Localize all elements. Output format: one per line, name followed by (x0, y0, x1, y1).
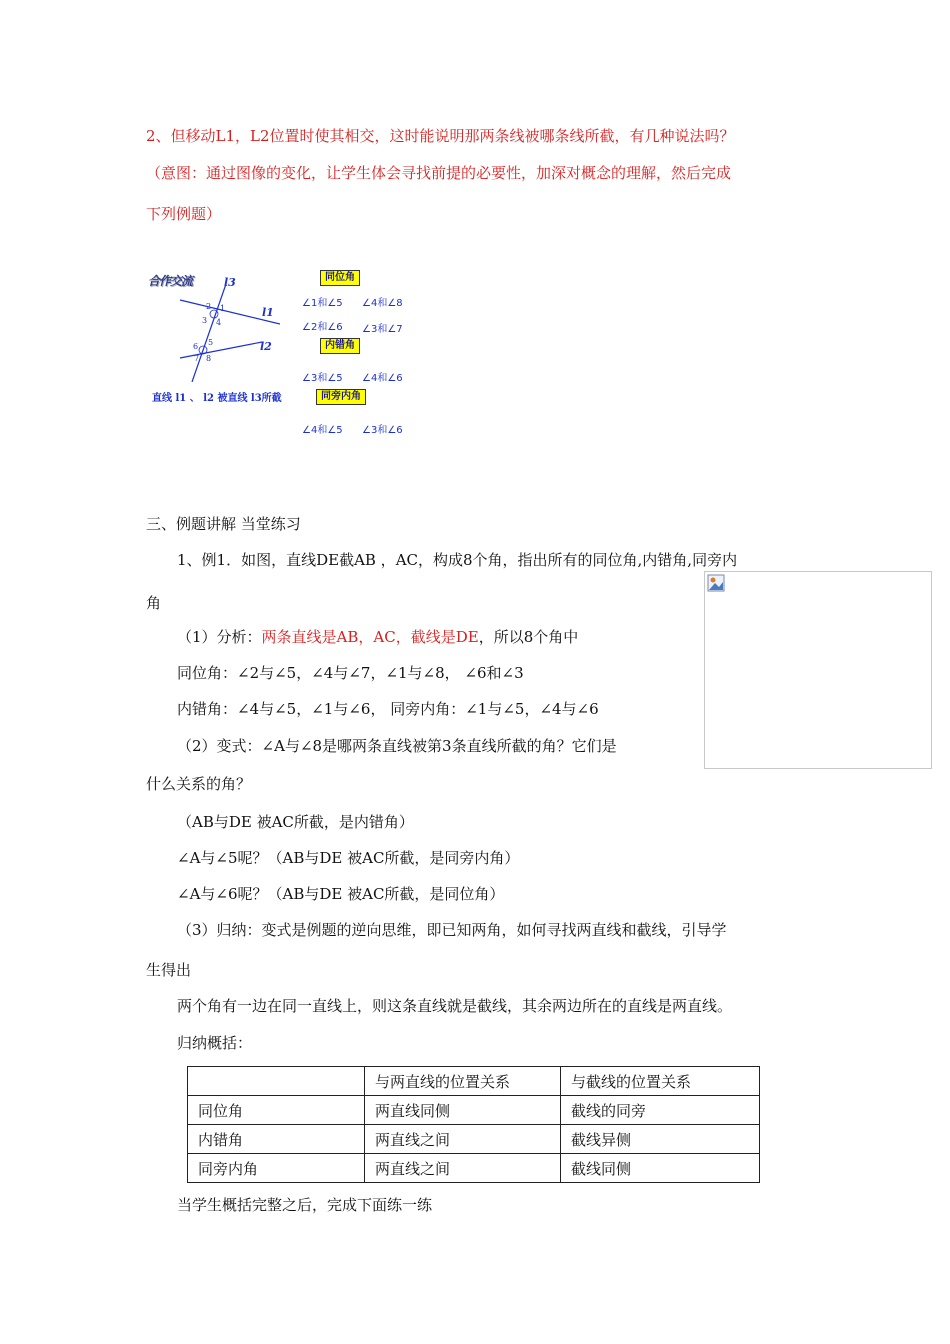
angle-num-8: 8 (206, 354, 212, 363)
table-header-cell (188, 1067, 365, 1096)
example1-line2: 角 (146, 594, 162, 612)
angle-num-7: 7 (194, 354, 200, 363)
label-l3: l3 (224, 276, 236, 289)
box-tongpang: 同旁内角 (316, 389, 366, 405)
angle-num-4: 4 (216, 318, 222, 327)
angle-num-6: 6 (193, 342, 199, 351)
table-header-cell: 与两直线的位置关系 (365, 1067, 561, 1096)
table-cell: 同位角 (188, 1096, 365, 1125)
answer-2: ∠A与∠5呢？（AB与DE 被AC所截，是同旁内角） (177, 849, 520, 867)
q2-line3: 下列例题） (146, 205, 222, 223)
table-row (188, 1096, 760, 1125)
table-header-cell: 与截线的位置关系 (561, 1067, 760, 1096)
label-l1: l1 (262, 306, 274, 319)
figure-diagram (140, 262, 430, 442)
tongwei-line: 同位角：∠2与∠5，∠4与∠7，∠1与∠8， ∠6和∠3 (177, 664, 524, 682)
analysis-line (177, 627, 578, 647)
table-row (188, 1154, 760, 1183)
tw-4: ∠3和∠7 (362, 324, 403, 335)
nc-1: ∠3和∠5 (302, 373, 343, 384)
broken-image-icon (707, 574, 725, 592)
table-cell: 截线同侧 (561, 1154, 760, 1183)
table-cell: 截线异侧 (561, 1125, 760, 1154)
nc-2: ∠4和∠6 (362, 373, 403, 384)
after-table-line: 当学生概括完整之后，完成下面练一练 (177, 1196, 433, 1214)
table-cell: 同旁内角 (188, 1154, 365, 1183)
table-cell: 截线的同旁 (561, 1096, 760, 1125)
angle-num-3: 3 (202, 316, 208, 325)
q2-line1: 2、但移动L1，L2位置时使其相交，这时能说明那两条线被哪条线所截，有几种说法吗？ (146, 127, 735, 145)
answer-1: （AB与DE 被AC所截，是内错角） (177, 813, 414, 831)
tw-3: ∠2和∠6 (302, 322, 343, 333)
summary-table (187, 1066, 760, 1183)
box-neicuo: 内错角 (320, 338, 360, 354)
answer-3: ∠A与∠6呢？（AB与DE 被AC所截，是同位角） (177, 885, 505, 903)
rule-line: 两个角有一边在同一直线上，则这条直线就是截线，其余两边所在的直线是两直线。 (177, 997, 733, 1015)
neicuo-line: 内错角：∠4与∠5，∠1与∠6， 同旁内角：∠1与∠5，∠4与∠6 (177, 700, 599, 718)
table-cell: 两直线之间 (365, 1154, 561, 1183)
table-cell: 内错角 (188, 1125, 365, 1154)
bianshi-line2: 什么关系的角？ (146, 775, 252, 793)
guina-line1: （3）归纳：变式是例题的逆向思维，即已知两角，如何寻找两直线和截线，引导学 (177, 921, 727, 939)
table-cell: 两直线同侧 (365, 1096, 561, 1125)
intersecting-lines (140, 262, 280, 382)
summary-label: 归纳概括： (177, 1034, 253, 1052)
example-figure-placeholder (704, 571, 932, 769)
figure-logo: 合作交流 (148, 274, 193, 288)
bianshi-line1: （2）变式：∠A与∠8是哪两条直线被第3条直线所截的角？它们是 (177, 737, 617, 755)
analysis-red: 两条直线是AB，AC，截线是DE (261, 628, 479, 646)
table-cell: 两直线之间 (365, 1125, 561, 1154)
example1-line1: 1、例1．如图，直线DE截AB ，AC，构成8个角，指出所有的同位角,内错角,同旁内 (177, 551, 738, 569)
box-tongwei: 同位角 (320, 270, 360, 286)
guina-line2: 生得出 (146, 961, 192, 979)
tp-1: ∠4和∠5 (302, 425, 343, 436)
section3-heading: 三、例题讲解 当堂练习 (146, 515, 301, 533)
label-l2: l2 (260, 340, 272, 353)
figure-caption: 直线 l1 、 l2 被直线 l3所截 (152, 393, 282, 404)
q2-line2: （意图：通过图像的变化，让学生体会寻找前提的必要性，加深对概念的理解，然后完成 (146, 164, 732, 182)
table-row (188, 1125, 760, 1154)
analysis-prefix: （1）分析： (177, 628, 262, 646)
angle-num-2: 2 (206, 302, 212, 311)
tw-1: ∠1和∠5 (302, 298, 343, 309)
angle-num-5: 5 (208, 338, 214, 347)
angle-num-1: 1 (220, 304, 226, 313)
tp-2: ∠3和∠6 (362, 425, 403, 436)
tw-2: ∠4和∠8 (362, 298, 403, 309)
table-header-row (188, 1067, 760, 1096)
analysis-suffix: ，所以8个角中 (478, 628, 579, 646)
